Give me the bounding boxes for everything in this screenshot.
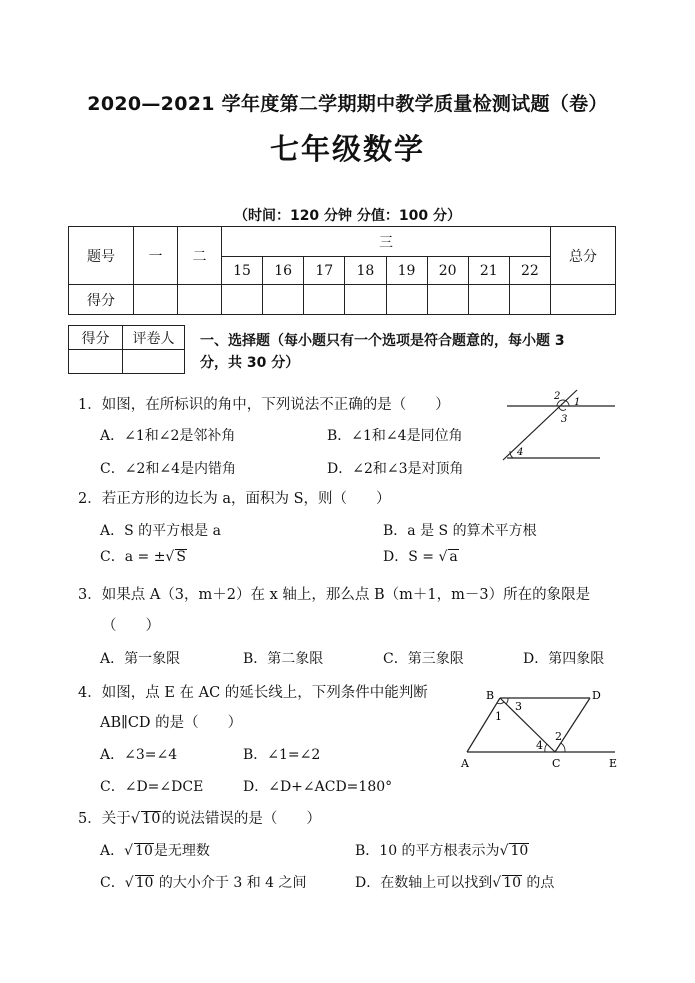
q1-stem: 1．如图，在所标识的角中，下列说法不正确的是（ ）: [78, 397, 450, 413]
q4-label-b: B: [486, 689, 495, 702]
score-cell: [468, 285, 509, 315]
grader-table-grader: 评卷人: [123, 326, 185, 350]
q4-line-cd: [555, 698, 590, 752]
q3-option-a: A．第一象限: [100, 651, 181, 667]
q2-option-c: C．a = ±√ S: [100, 549, 186, 565]
q1-option-b: B．∠1和∠4是同位角: [327, 428, 463, 444]
q4-line-ab: [467, 698, 500, 752]
score-table-number: 19: [386, 257, 427, 285]
q3-option-c: C．第三象限: [383, 651, 464, 667]
q2-option-b: B．a 是 S 的算术平方根: [383, 523, 537, 539]
q5-option-c-radicand: 10: [135, 875, 154, 891]
score-table-total: 总分: [551, 227, 616, 285]
q5-stem: 5．关于√ 10的说法错误的是（ ）: [78, 811, 321, 827]
q4-option-a: A．∠3=∠4: [100, 747, 178, 763]
q2-option-d-text: D．S =: [383, 549, 439, 565]
q2-option-a: A．S 的平方根是 a: [100, 523, 221, 539]
q4-angle-arc: [561, 743, 565, 752]
score-cell: [178, 285, 222, 315]
score-table-number: 15: [222, 257, 263, 285]
q5-option-d-post: 的点: [521, 875, 555, 891]
q5-option-b-radicand: 10: [510, 843, 529, 859]
q4-stem-line1: 4．如图，点 E 在 AC 的延长线上，下列条件中能判断: [78, 685, 428, 701]
q4-label-e: E: [609, 757, 618, 770]
q4-label-2: 2: [555, 730, 562, 743]
q1-option-a: A．∠1和∠2是邻补角: [100, 428, 236, 444]
exam-subtitle: 七年级数学: [269, 132, 425, 166]
q4-option-d: D．∠D+∠ACD=180°: [243, 779, 393, 795]
score-table-number: 17: [304, 257, 345, 285]
q5-option-c-pre: C．: [100, 875, 125, 891]
grader-cell: [123, 350, 185, 374]
q4-figure: [455, 683, 625, 773]
q1-label-1: 1: [574, 397, 581, 408]
q4-angle-arc: [506, 698, 508, 704]
grader-table-score: 得分: [69, 326, 123, 350]
score-table-number: 21: [468, 257, 509, 285]
q4-stem-line2: AB∥CD 的是（ ）: [100, 715, 243, 731]
score-cell: [551, 285, 616, 315]
q4-angle-arc: [545, 744, 547, 752]
q2-option-d-radicand: a: [449, 549, 458, 565]
q1-label-2: 2: [554, 391, 561, 402]
q4-option-c: C．∠D=∠DCE: [100, 779, 204, 795]
section1-line1: 一、选择题（每小题只有一个选项是符合题意的，每小题 3: [200, 333, 565, 349]
exam-title: 2020—2021 学年度第二学期期中教学质量检测试题（卷）: [87, 93, 608, 115]
score-cell: [386, 285, 427, 315]
exam-info: （时间：120 分钟 分值：100 分）: [233, 208, 462, 224]
q5-stem-radicand: 10: [141, 811, 161, 827]
score-table-part3: 三: [222, 227, 551, 257]
score-table-label-score: 得分: [69, 285, 134, 315]
score-table-number: 18: [345, 257, 386, 285]
q3-paren: （ ）: [102, 618, 160, 634]
score-table-part1: 一: [134, 227, 178, 285]
score-table-number: 22: [509, 257, 550, 285]
q1-label-3: 3: [561, 414, 568, 425]
q4-label-c: C: [552, 757, 561, 770]
q4-label-3: 3: [515, 700, 522, 713]
score-table-label-question: 题号: [69, 227, 134, 285]
score-table-number: 20: [427, 257, 468, 285]
q3-stem: 3．如果点 A（3，m＋2）在 x 轴上，那么点 B（m＋1，m－3）所在的象限是: [78, 587, 591, 603]
q3-option-b: B．第二象限: [243, 651, 324, 667]
q5-option-c-post: 的大小介于 3 和 4 之间: [154, 875, 307, 891]
q5-option-d-radicand: 10: [503, 875, 521, 891]
q5-option-a: A．√ 10是无理数: [100, 843, 210, 859]
q1-label-4: 4: [517, 447, 524, 458]
grader-table: [68, 325, 185, 374]
section1-line2: 分，共 30 分）: [200, 355, 300, 371]
q5-option-d: D．在数轴上可以找到√ 10 的点: [355, 875, 555, 891]
score-cell: [263, 285, 304, 315]
q2-stem: 2．若正方形的边长为 a，面积为 S，则（ ）: [78, 491, 391, 507]
score-cell: [304, 285, 345, 315]
q5-option-a-pre: A．: [100, 843, 125, 859]
q4-label-4: 4: [536, 739, 543, 752]
q4-label-d: D: [592, 689, 601, 702]
q3-option-d: D．第四象限: [523, 651, 605, 667]
q4-option-b: B．∠1=∠2: [243, 747, 321, 763]
grader-cell: [69, 350, 123, 374]
q1-figure: [495, 385, 620, 465]
q5-option-b-pre: B．10 的平方根表示为: [355, 843, 500, 859]
q1-option-d: D．∠2和∠3是对顶角: [327, 461, 464, 477]
q2-option-c-radicand: S: [176, 549, 186, 565]
q4-label-a: A: [461, 757, 469, 770]
q5-option-d-pre: D．在数轴上可以找到: [355, 875, 493, 891]
q2-option-d: D．S = √ a: [383, 549, 458, 565]
q5-stem-pre: 5．关于: [78, 811, 131, 827]
score-cell: [427, 285, 468, 315]
score-table-number: 16: [263, 257, 304, 285]
score-cell: [134, 285, 178, 315]
q1-option-c: C．∠2和∠4是内错角: [100, 461, 236, 477]
score-cell: [222, 285, 263, 315]
score-table-part2: 二: [178, 227, 222, 285]
score-cell: [509, 285, 550, 315]
q2-option-c-text: C．a = ±: [100, 549, 166, 565]
score-table: [68, 226, 616, 315]
q5-option-b: B．10 的平方根表示为√ 10: [355, 843, 529, 859]
q5-option-a-radicand: 10: [135, 843, 153, 859]
score-cell: [345, 285, 386, 315]
q4-label-1: 1: [495, 710, 502, 723]
q5-option-c: C．√ 10 的大小介于 3 和 4 之间: [100, 875, 307, 891]
q5-stem-post: 的说法错误的是（ ）: [161, 811, 321, 827]
q5-option-a-post: 是无理数: [153, 843, 210, 859]
